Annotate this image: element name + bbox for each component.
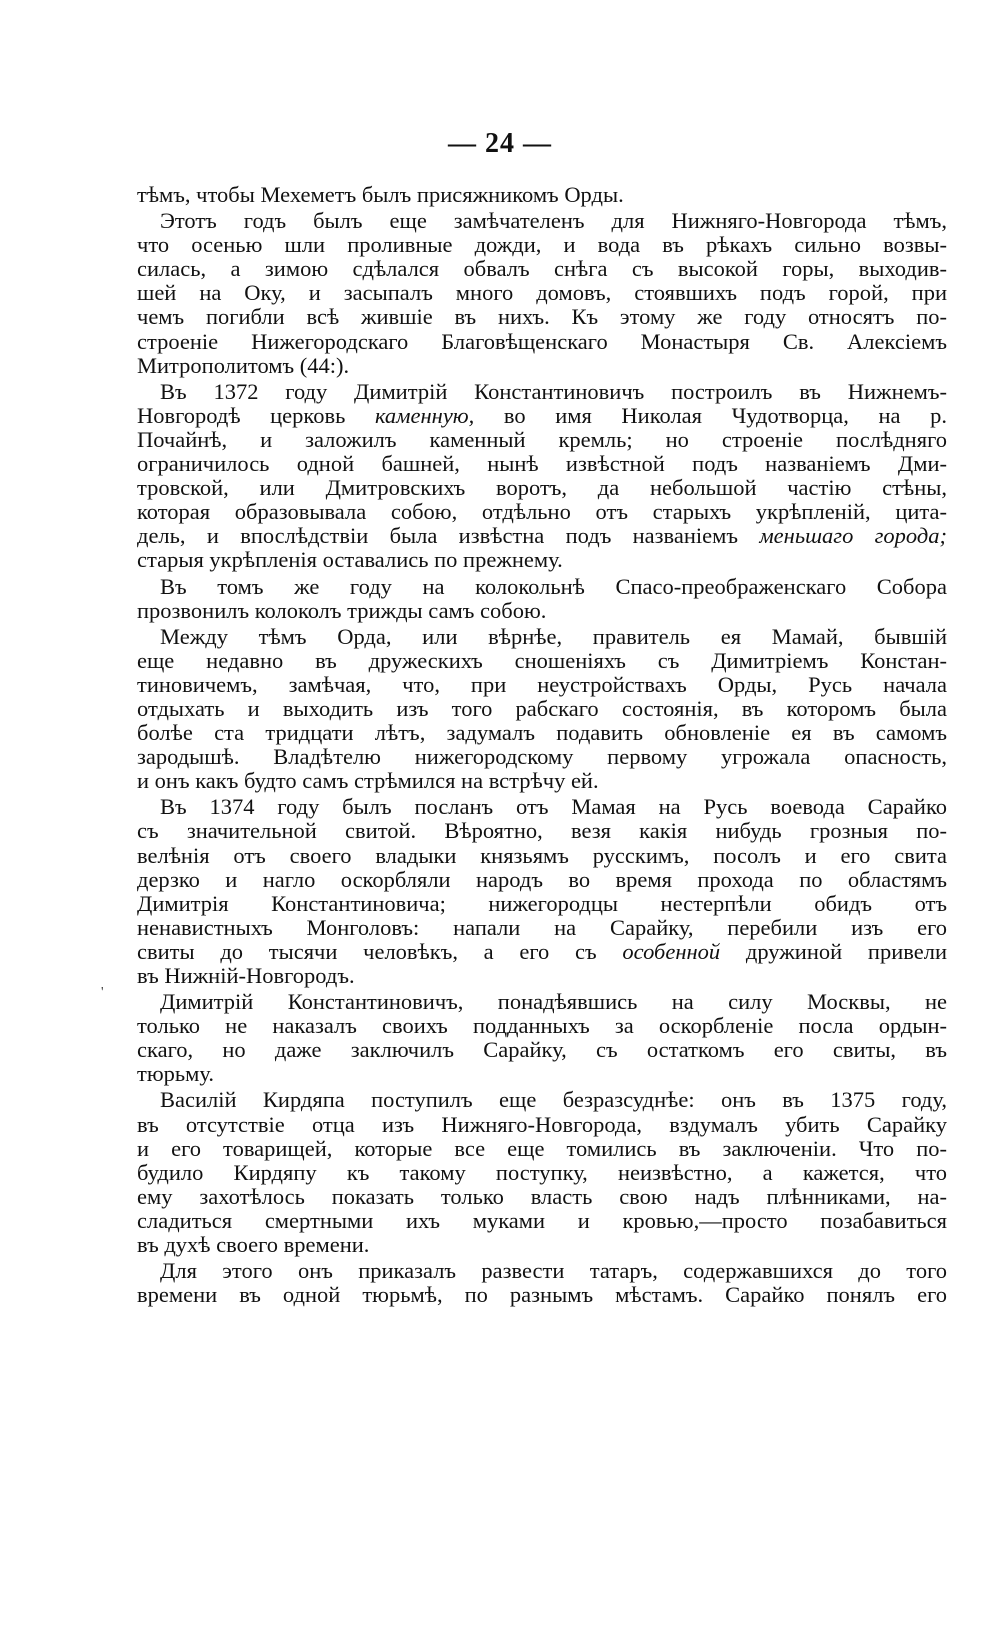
text-line: тровской, или Дмитровскихъ воротъ, да небольшой частію стѣны, [137, 475, 947, 501]
text-line: и онъ какъ будто самъ стрѣмился на встрѣчу ей. [137, 768, 599, 794]
text-line: которая образовывала собою, отдѣльно отъ старыхъ укрѣпленій, цита- [137, 499, 947, 525]
text-line [137, 524, 947, 548]
body-text [137, 183, 947, 1307]
text-line: Василій Кирдяпа поступилъ еще безразсуднѣе: онъ въ 1375 году, [160, 1087, 947, 1113]
text-line: Митрополитомъ (44:). [137, 352, 350, 378]
text-run: Новгородѣ церковь [137, 402, 375, 428]
text-line: отдыхать и выходить изъ того рабскаго состоянія, въ которомъ была [137, 695, 947, 721]
text-line: строеніе Нижегородскаго Благовѣщенскаго Монастыря Св. Алексіемъ [137, 328, 947, 354]
text-line: Въ 1372 году Димитрій Константиновичъ построилъ въ Нижнемъ- [160, 378, 947, 404]
text-line: сладиться смертными ихъ муками и кровью,—просто позабавиться [137, 1207, 947, 1233]
page-number: — 24 — [448, 128, 552, 159]
text-line: Димитрія Константиновича; нижегородцы нестерпѣли обидъ отъ [137, 890, 947, 916]
text-run: дель, и впослѣдствіи была извѣстна подъ названіемъ [137, 523, 760, 549]
text-line: въ Нижній-Новгородъ. [137, 963, 355, 988]
text-line: чемъ погибли всѣ жившіе въ нихъ. Къ этому же году относятъ по- [137, 304, 947, 330]
text-line: дерзко и нагло оскорбляли народъ во время прохода по областямъ [137, 866, 947, 892]
text-line: только не наказалъ своихъ подданныхъ за оскорбленіе посла ордын- [137, 1013, 947, 1039]
text-line: ненавистныхъ Монголовъ: напали на Сарайку, перебили изъ его [137, 914, 947, 940]
text-line: шей на Оку, и засыпалъ много домовъ, стоявшихъ подъ горой, при [137, 280, 947, 306]
text-line: старыя укрѣпленія оставались по прежнему. [137, 547, 563, 573]
text-line: велѣнія отъ своего владыки князьямъ русскимъ, посолъ и его свита [137, 842, 947, 868]
text-line: Почайнѣ, и заложилъ каменный кремль; но строеніе послѣдняго [137, 426, 947, 452]
text-run: свиты до тысячи человѣкъ, а его съ [137, 938, 623, 964]
text-line: тиновичемъ, замѣчая, что, при неустройствахъ Орды, Русь начала [137, 671, 947, 697]
italic-text: каменную, [374, 402, 475, 428]
text-line: Для этого онъ приказалъ развести татаръ, содержавшихся до того [160, 1258, 947, 1284]
text-line: съ значительной свитой. Вѣроятно, везя какія нибудь грозныя по- [137, 818, 947, 844]
text-line: Между тѣмъ Орда, или вѣрнѣе, правитель ея Мамай, бывшій [160, 623, 947, 649]
text-line: силась, а зимою сдѣлался обвалъ снѣга съ высокой горы, выходив- [137, 256, 947, 282]
text-line: будило Кирдяпу къ такому поступку, неизвѣстно, а кажется, что [137, 1159, 947, 1185]
text-line: въ отсутствіе отца изъ Нижняго-Новгорода, вздумалъ убить Сарайку [137, 1111, 947, 1137]
text-line: ограничилось одной башней, нынѣ извѣстной подъ названіемъ Дми- [137, 451, 947, 477]
text-line [137, 404, 947, 428]
stray-mark: ' [101, 985, 104, 1000]
text-line: Въ томъ же году на колокольнѣ Спасо-преображенскаго Собора [160, 573, 947, 599]
text-line: болѣе ста тридцати лѣтъ, задумалъ подавить обновленіе ея въ самомъ [137, 720, 947, 746]
text-line: ему захотѣлось показать только власть свою надъ плѣнниками, на- [137, 1183, 947, 1209]
text-line [137, 940, 947, 964]
italic-text: особенной [622, 938, 721, 964]
text-line: зародышѣ. Владѣтелю нижегородскому первому угрожала опасность, [137, 744, 947, 770]
text-line: прозвонилъ колоколъ трижды самъ собою. [137, 597, 547, 623]
text-line: Въ 1374 году былъ посланъ отъ Мамая на Русь воевода Сарайко [160, 794, 947, 820]
text-line: времени въ одной тюрьмѣ, по разнымъ мѣстамъ. Сарайко понялъ его [137, 1282, 947, 1308]
text-line: тюрьму. [137, 1061, 215, 1087]
text-line: скаго, но даже заключилъ Сарайку, съ остаткомъ его свиты, въ [137, 1037, 947, 1063]
text-line: что осенью шли проливные дожди, и вода въ рѣкахъ сильно возвы- [137, 232, 947, 258]
text-run: во имя Николая Чудотворца, на р. [474, 402, 947, 428]
text-line: въ духѣ своего времени. [137, 1232, 370, 1258]
text-line: и его товарищей, которые все еще томились въ заключеніи. Что по- [137, 1135, 947, 1161]
italic-text: меньшаго города; [759, 523, 947, 549]
text-line: Этотъ годъ былъ еще замѣчателенъ для Нижняго-Новгорода тѣмъ, [160, 208, 947, 234]
text-line: тѣмъ, чтобы Мехеметъ былъ присяжникомъ Орды. [137, 182, 624, 207]
text-run: дружиной привели [720, 938, 947, 964]
text-line: Димитрій Константиновичъ, понадѣявшись на силу Москвы, не [160, 989, 947, 1015]
text-line: еще недавно въ дружескихъ сношеніяхъ съ Димитріемъ Констан- [137, 647, 947, 673]
